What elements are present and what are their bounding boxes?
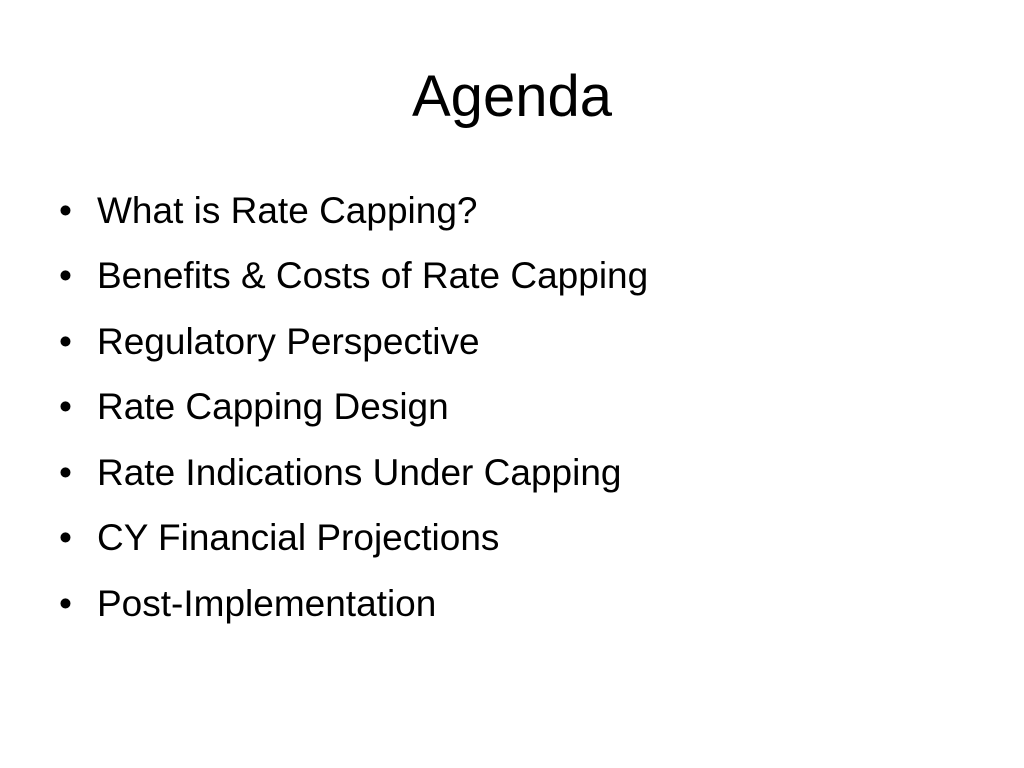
list-item [57,506,648,572]
bullet-icon: • [59,386,72,428]
list-item-label: Benefits & Costs of Rate Capping [97,255,649,297]
list-item-label: CY Financial Projections [97,517,500,559]
list-item [57,244,648,310]
list-item-label: Rate Indications Under Capping [97,451,622,493]
bullet-icon: • [59,451,72,493]
slide-title: Agenda [412,64,612,129]
list-item [57,309,648,375]
list-item-label: Regulatory Perspective [97,320,480,362]
list-item-label: What is Rate Capping? [97,189,478,231]
list-item [57,178,648,244]
list-item-label: Rate Capping Design [97,386,449,428]
list-item [57,571,648,637]
list-item-label: Post-Implementation [97,582,437,624]
list-item [57,440,648,506]
bullet-icon: • [59,189,72,231]
bullet-icon: • [59,517,72,559]
bullet-icon: • [59,320,72,362]
bullet-icon: • [59,255,72,297]
list-item [57,375,648,441]
agenda-list [57,178,648,637]
bullet-icon: • [59,582,72,624]
